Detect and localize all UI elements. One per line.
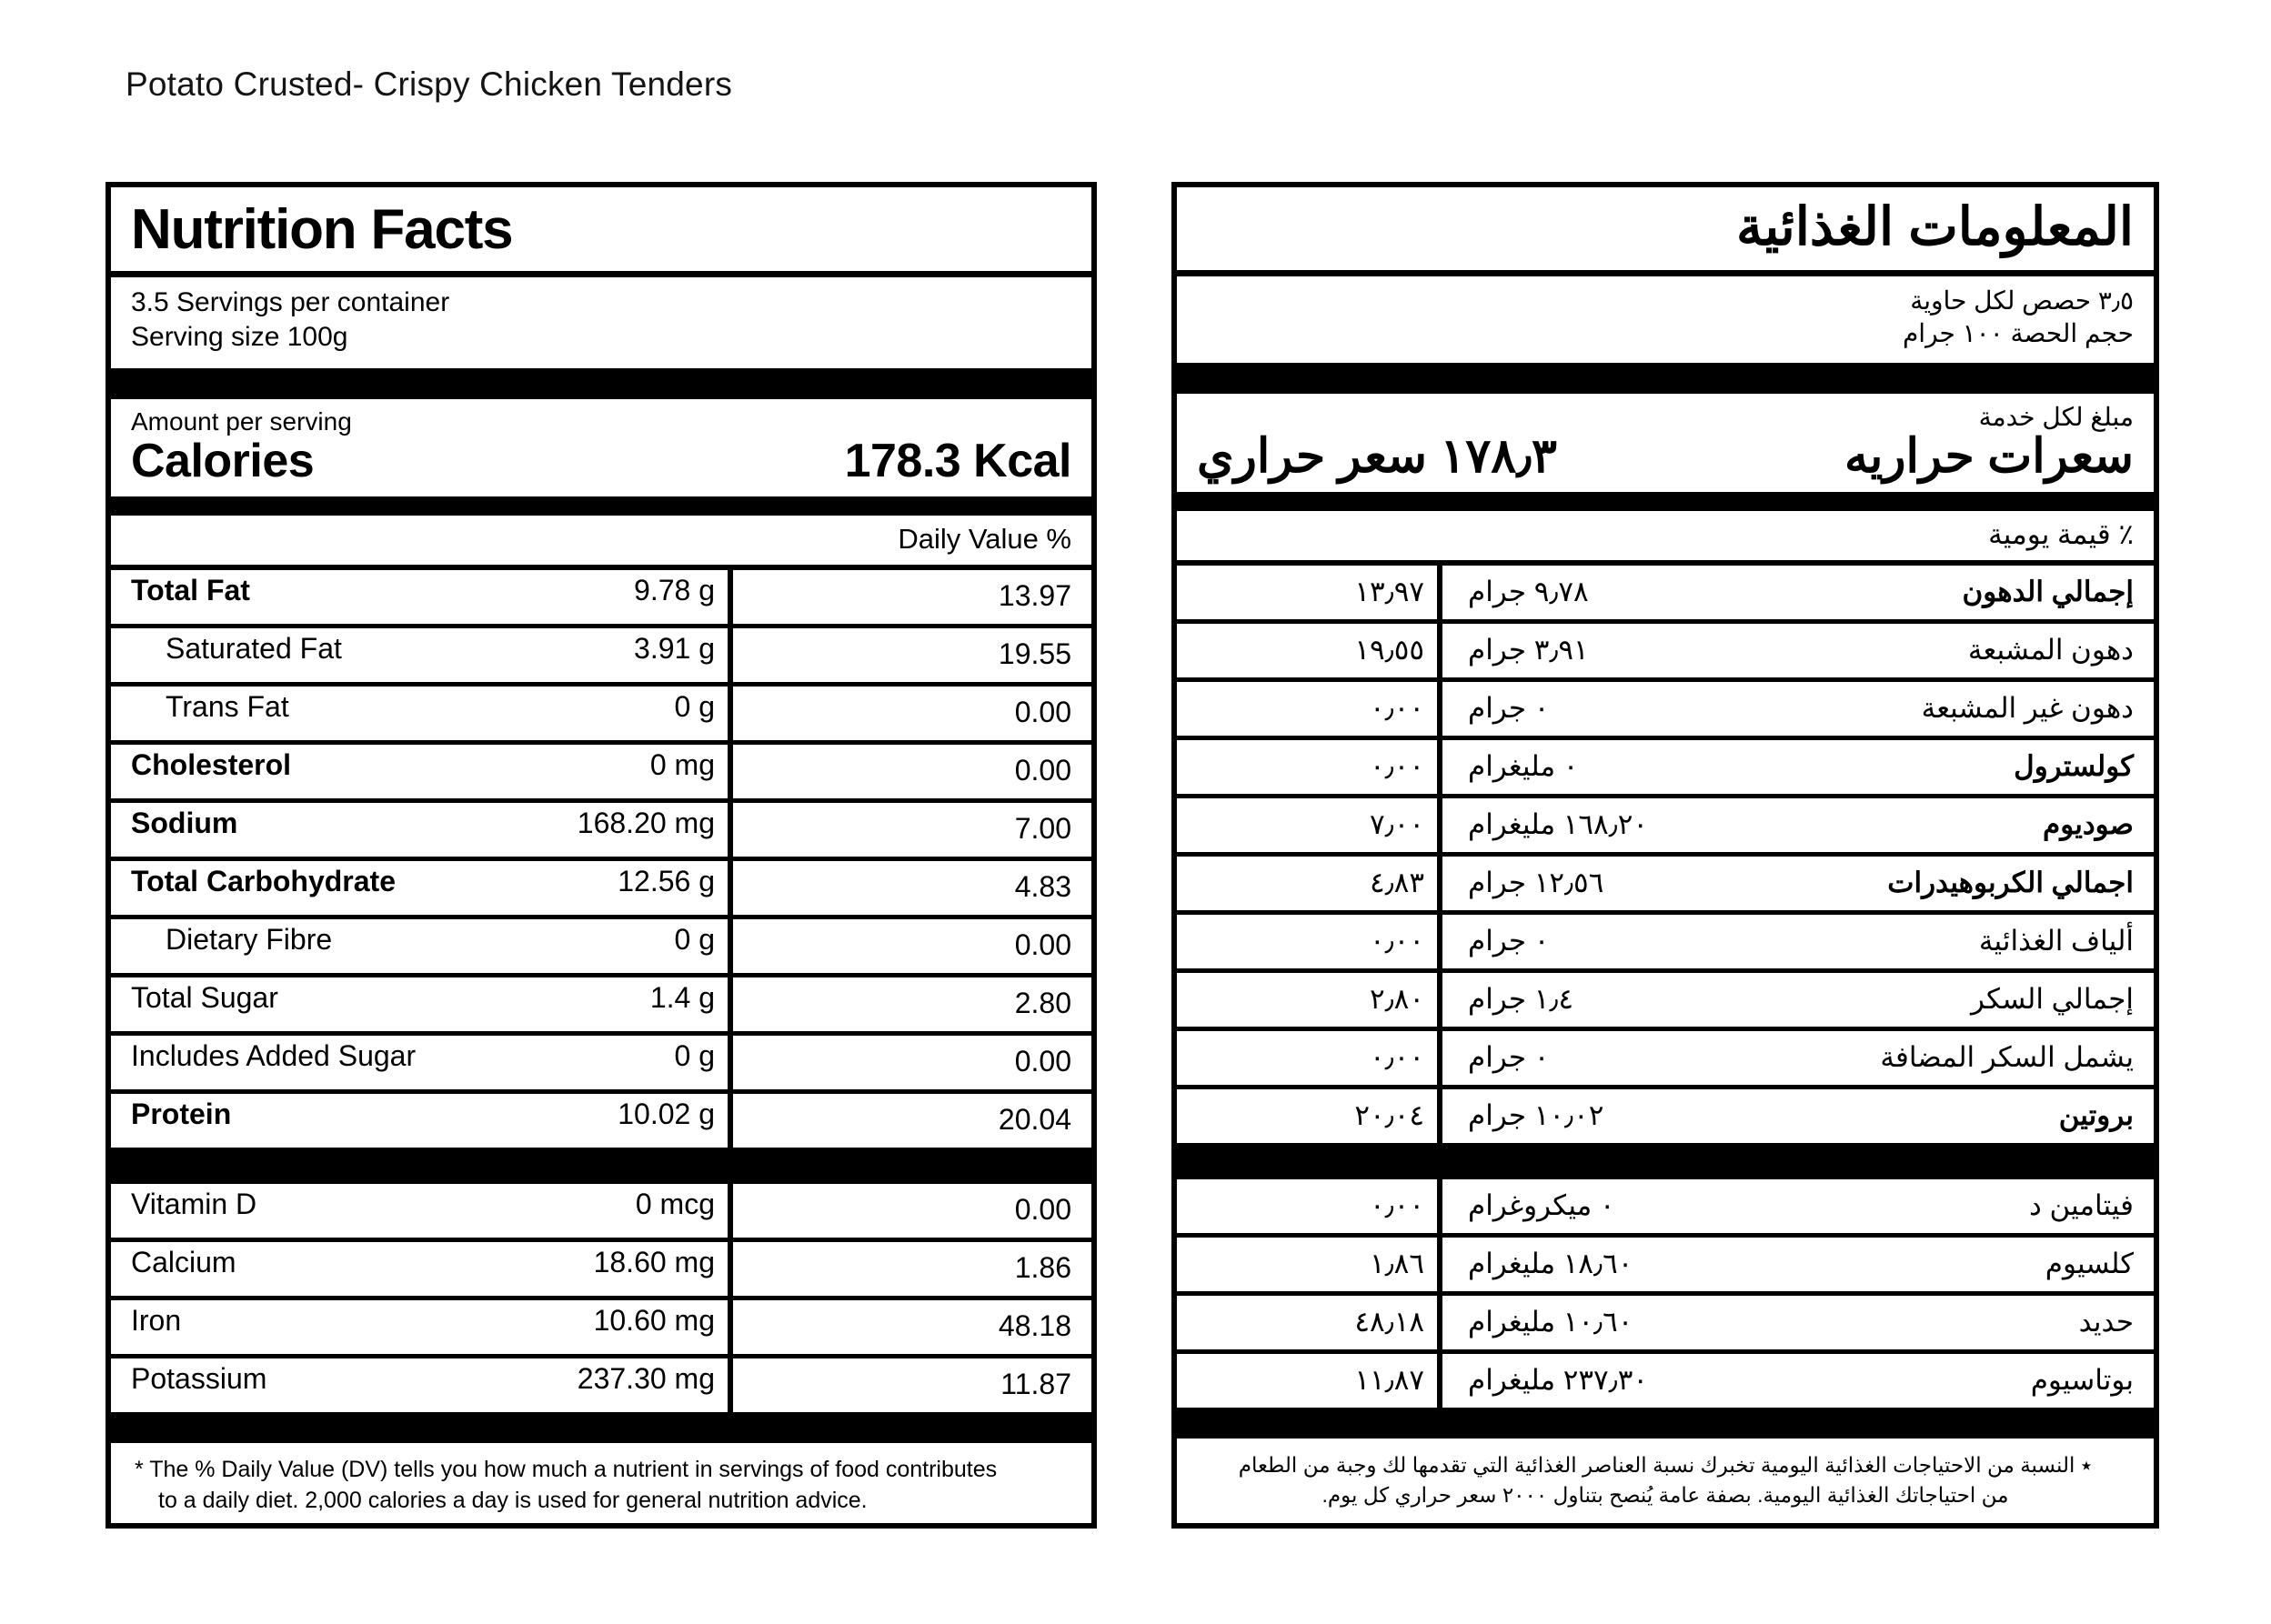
nutrient-name: Trans Fat: [166, 690, 289, 724]
nutrient-daily-value: 0.00: [1014, 1193, 1071, 1227]
nutrient-name: Calcium: [131, 1246, 236, 1279]
nutrient-amount: 10.60 mg: [593, 1304, 715, 1338]
nutrient-amount: 237.30 mg: [577, 1362, 715, 1396]
servings-per-container: 3.5 Servings per container: [131, 287, 450, 317]
table-row: [1177, 1349, 2154, 1408]
nutrient-amount: ٩٫٧٨ جرام: [1468, 575, 1589, 607]
nutrient-name-amount-cell: [1437, 1031, 2154, 1085]
bar-below-calories-arabic: [1177, 492, 2154, 511]
table-row: [111, 857, 1091, 915]
nutrient-daily-value: ٢٫٨٠: [1369, 982, 1424, 1015]
serving-size: Serving size 100g: [131, 322, 348, 353]
nutrient-name: يشمل السكر المضافة: [1880, 1040, 2134, 1073]
divider-under-heading-arabic: [1177, 270, 2154, 276]
nutrient-name: Iron: [131, 1304, 182, 1338]
nutrient-name-amount-cell: [1437, 1238, 2154, 1291]
bar-between-nutrients-and-micros: [111, 1148, 1091, 1178]
table-row: [1177, 619, 2154, 677]
footnote-line-1-arabic: ٭ النسبة من الاحتياجات الغذائية اليومية تخبرك نسبة العناصر الغذائية التي تقدمها لك وجبة من الطعام: [1238, 1453, 2093, 1478]
nutrient-daily-value: 0.00: [1014, 1045, 1071, 1078]
nutrient-name-amount-cell: [111, 803, 733, 857]
nutrient-name-amount-cell: [1437, 740, 2154, 794]
nutrient-daily-value: ٧٫٠٠: [1369, 807, 1424, 840]
nutrient-name-amount-cell: [111, 919, 733, 973]
nutrient-name-amount-cell: [1437, 624, 2154, 677]
nutrient-name: بروتين: [2058, 1098, 2134, 1131]
table-row: [111, 682, 1091, 740]
nutrient-daily-value: ١٫٨٦: [1369, 1247, 1424, 1279]
nutrient-name: إجمالي الدهون: [1962, 575, 2134, 607]
nutrient-name: Includes Added Sugar: [131, 1039, 417, 1073]
nutrient-name-amount-cell: [1437, 857, 2154, 910]
nutrient-amount: 1.4 g: [649, 981, 715, 1015]
daily-value-header-arabic: ٪ قيمة يومية: [1988, 518, 2134, 551]
table-row: [111, 1296, 1091, 1354]
nutrient-daily-value: 1.86: [1014, 1251, 1071, 1285]
calories-value-arabic: ١٧٨٫٣ سعر حراري: [1197, 429, 1557, 483]
nutrient-daily-value: ٠٫٠٠: [1369, 1040, 1424, 1073]
bar-below-calories: [111, 496, 1091, 516]
servings-block-english: [111, 277, 1091, 368]
nutrient-amount: 12.56 g: [618, 865, 715, 898]
nutrient-name-amount-cell: [111, 628, 733, 682]
nutrient-name-amount-cell: [111, 977, 733, 1031]
nutrition-facts-panel-english: [106, 182, 1097, 1529]
footnote-line-1: * The % Daily Value (DV) tells you how much a nutrient in servings of food contributes: [135, 1457, 998, 1483]
table-row: [1177, 794, 2154, 852]
nutrient-name: Cholesterol: [131, 748, 292, 782]
footnote-arabic: [1177, 1439, 2154, 1523]
footnote-line-2: to a daily diet. 2,000 calories a day is used for general nutrition advice.: [158, 1488, 868, 1514]
nutrient-rows-english: [111, 565, 1091, 1148]
nutrient-name: ألياف الغذائية: [1978, 924, 2134, 957]
nutrient-name-amount-cell: [111, 1300, 733, 1354]
nutrient-amount: 10.02 g: [618, 1098, 715, 1131]
nutrient-amount: 18.60 mg: [593, 1246, 715, 1279]
micronutrient-rows-english: [111, 1178, 1091, 1412]
nutrient-name-amount-cell: [111, 1358, 733, 1412]
nutrient-daily-value: ٠٫٠٠: [1369, 749, 1424, 782]
nutrient-rows-arabic: [1177, 560, 2154, 1143]
calories-row-arabic: [1177, 429, 2154, 493]
table-row: [1177, 910, 2154, 968]
daily-value-header-english: Daily Value %: [898, 523, 1071, 556]
nutrition-facts-heading: Nutrition Facts: [131, 198, 513, 261]
table-row: [1177, 1233, 2154, 1291]
nutrient-name: Potassium: [131, 1362, 267, 1396]
nutrient-daily-value: ١٣٫٩٧: [1354, 575, 1424, 607]
nutrient-name: Protein: [131, 1098, 232, 1131]
nutrient-name: Vitamin D: [131, 1188, 257, 1221]
nutrient-name: اجمالي الكربوهيدرات: [1887, 866, 2134, 898]
nutrient-name-amount-cell: [111, 1094, 733, 1148]
nutrient-name: Saturated Fat: [166, 632, 342, 666]
nutrient-amount: ١٠٫٠٢ جرام: [1468, 1098, 1604, 1131]
nutrient-daily-value: 0.00: [1014, 696, 1071, 729]
table-row: [111, 1178, 1091, 1238]
nutrient-name-amount-cell: [1437, 682, 2154, 736]
nutrient-name-amount-cell: [1437, 1354, 2154, 1408]
nutrient-name-amount-cell: [1437, 566, 2154, 619]
nutrient-amount: ٠ جرام: [1468, 691, 1550, 724]
nutrient-name: Total Carbohydrate: [131, 865, 396, 898]
nutrient-name: Total Fat: [131, 574, 250, 607]
nutrient-daily-value: ١٩٫٥٥: [1354, 633, 1424, 666]
nutrient-amount: ٢٣٧٫٣٠ مليغرام: [1468, 1363, 1649, 1396]
nutrient-name: فيتامين د: [2029, 1188, 2134, 1221]
bar-between-nutrients-and-micros-arabic: [1177, 1143, 2154, 1174]
nutrient-amount: ٠ ميكروغرام: [1468, 1188, 1615, 1221]
table-row: [111, 1238, 1091, 1296]
nutrient-amount: 9.78 g: [634, 574, 715, 607]
nutrient-name: Dietary Fibre: [166, 923, 333, 957]
nutrient-daily-value: ٢٠٫٠٤: [1354, 1098, 1424, 1131]
nutrient-amount: ٠ جرام: [1468, 924, 1550, 957]
nutrient-name: صوديوم: [2043, 807, 2134, 840]
nutrient-daily-value: ٠٫٠٠: [1369, 1188, 1424, 1221]
thick-bar-above-calories: [111, 368, 1091, 399]
nutrient-amount: ١٨٫٦٠ مليغرام: [1468, 1247, 1633, 1279]
table-row: [111, 1354, 1091, 1412]
nutrient-amount: ١٠٫٦٠ مليغرام: [1468, 1305, 1633, 1338]
table-row: [1177, 968, 2154, 1027]
nutrient-name: بوتاسيوم: [2030, 1363, 2134, 1396]
nutrient-name-amount-cell: [1437, 1296, 2154, 1349]
nutrient-daily-value: 20.04: [998, 1103, 1071, 1137]
table-row: [111, 798, 1091, 857]
nutrient-name-amount-cell: [111, 861, 733, 915]
nutrient-name-amount-cell: [111, 745, 733, 798]
nutrient-daily-value: ٠٫٠٠: [1369, 691, 1424, 724]
nutrient-name-amount-cell: [111, 1184, 733, 1238]
table-row: [111, 740, 1091, 798]
table-row: [1177, 1291, 2154, 1349]
nutrient-amount: 0 g: [674, 690, 715, 724]
footnote-english: [111, 1443, 1091, 1529]
table-row: [1177, 560, 2154, 619]
thick-bar-above-calories-arabic: [1177, 363, 2154, 394]
bar-above-footnote-english: [111, 1412, 1091, 1443]
page-title: Potato Crusted- Crispy Chicken Tenders: [126, 65, 733, 103]
nutrient-name: دهون المشبعة: [1967, 633, 2134, 666]
table-row: [111, 1031, 1091, 1089]
nutrient-name-amount-cell: [1437, 973, 2154, 1027]
nutrient-daily-value: 48.18: [998, 1309, 1071, 1343]
nutrient-name: كلسيوم: [2045, 1247, 2134, 1279]
nutrient-daily-value: 19.55: [998, 637, 1071, 671]
nutrition-facts-heading-arabic: المعلومات الغذائية: [1736, 197, 2134, 256]
nutrient-daily-value: ٤٫٨٣: [1369, 866, 1424, 898]
table-row: [1177, 677, 2154, 736]
nutrient-daily-value: ٤٨٫١٨: [1354, 1305, 1424, 1338]
table-row: [1177, 736, 2154, 794]
nutrient-daily-value: 0.00: [1014, 928, 1071, 962]
table-row: [111, 565, 1091, 624]
nutrient-daily-value: ٠٫٠٠: [1369, 924, 1424, 957]
nutrient-amount: 0 mcg: [635, 1188, 715, 1221]
table-row: [111, 624, 1091, 682]
nutrient-amount: ٠ جرام: [1468, 1040, 1550, 1073]
servings-block-arabic: [1177, 276, 2154, 363]
amount-per-serving-label-arabic: مبلغ لكل خدمة: [1978, 402, 2134, 431]
nutrient-name-amount-cell: [111, 1036, 733, 1089]
nutrient-amount: ١٦٨٫٢٠ مليغرام: [1468, 807, 1649, 840]
nutrient-name: كولسترول: [2014, 749, 2134, 782]
nutrient-name-amount-cell: [1437, 1179, 2154, 1233]
nutrient-amount: ١٫٤ جرام: [1468, 982, 1574, 1015]
nutrient-name: إجمالي السكر: [1971, 982, 2134, 1015]
serving-size-arabic: حجم الحصة ١٠٠ جرام: [1902, 318, 2134, 347]
nutrient-amount: ١٢٫٥٦ جرام: [1468, 866, 1604, 898]
nutrient-name-amount-cell: [111, 570, 733, 624]
nutrient-daily-value: ١١٫٨٧: [1354, 1363, 1424, 1396]
nutrient-amount: ٣٫٩١ جرام: [1468, 633, 1589, 666]
nutrient-amount: 0 g: [674, 923, 715, 957]
table-row: [1177, 1085, 2154, 1143]
nutrient-amount: 168.20 mg: [577, 807, 715, 840]
nutrient-amount: 3.91 g: [634, 632, 715, 666]
nutrient-daily-value: 0.00: [1014, 754, 1071, 787]
table-row: [1177, 1174, 2154, 1233]
nutrient-name-amount-cell: [111, 1242, 733, 1296]
table-row: [111, 973, 1091, 1031]
nutrient-name-amount-cell: [1437, 1089, 2154, 1143]
calories-value: 178.3 Kcal: [844, 434, 1071, 487]
table-row: [111, 1089, 1091, 1148]
divider-under-heading: [111, 271, 1091, 277]
servings-per-container-arabic: ٣٫٥ حصص لكل حاوية: [1910, 286, 2134, 315]
micronutrient-rows-arabic: [1177, 1174, 2154, 1408]
nutrient-name-amount-cell: [1437, 798, 2154, 852]
footnote-line-2-arabic: من احتياجاتك الغذائية اليومية. بصفة عامة يُنصح بتناول ٢٠٠٠ سعر حراري كل يوم.: [1321, 1483, 2009, 1508]
nutrient-daily-value: 13.97: [998, 579, 1071, 613]
nutrient-daily-value: 4.83: [1014, 870, 1071, 904]
calories-label-arabic: سعرات حراريه: [1844, 429, 2134, 483]
nutrient-name-amount-cell: [111, 687, 733, 740]
calories-row-english: [111, 436, 1091, 497]
amount-per-serving-label: Amount per serving: [131, 406, 352, 436]
nutrient-name: دهون غير المشبعة: [1921, 691, 2134, 724]
nutrient-daily-value: 7.00: [1014, 812, 1071, 846]
bar-above-footnote-arabic: [1177, 1408, 2154, 1439]
nutrient-amount: 0 mg: [649, 748, 715, 782]
nutrient-name-amount-cell: [1437, 915, 2154, 968]
calories-label: Calories: [131, 434, 315, 487]
nutrient-amount: 0 g: [674, 1039, 715, 1073]
nutrient-name: حديد: [2078, 1305, 2134, 1338]
nutrient-name: Sodium: [131, 807, 238, 840]
table-row: [1177, 1027, 2154, 1085]
nutrient-amount: ٠ مليغرام: [1468, 749, 1579, 782]
table-row: [1177, 852, 2154, 910]
nutrient-daily-value: 2.80: [1014, 987, 1071, 1020]
nutrient-name: Total Sugar: [131, 981, 278, 1015]
table-row: [111, 915, 1091, 973]
nutrient-daily-value: 11.87: [1000, 1368, 1071, 1401]
nutrition-facts-panel-arabic: [1171, 182, 2159, 1529]
